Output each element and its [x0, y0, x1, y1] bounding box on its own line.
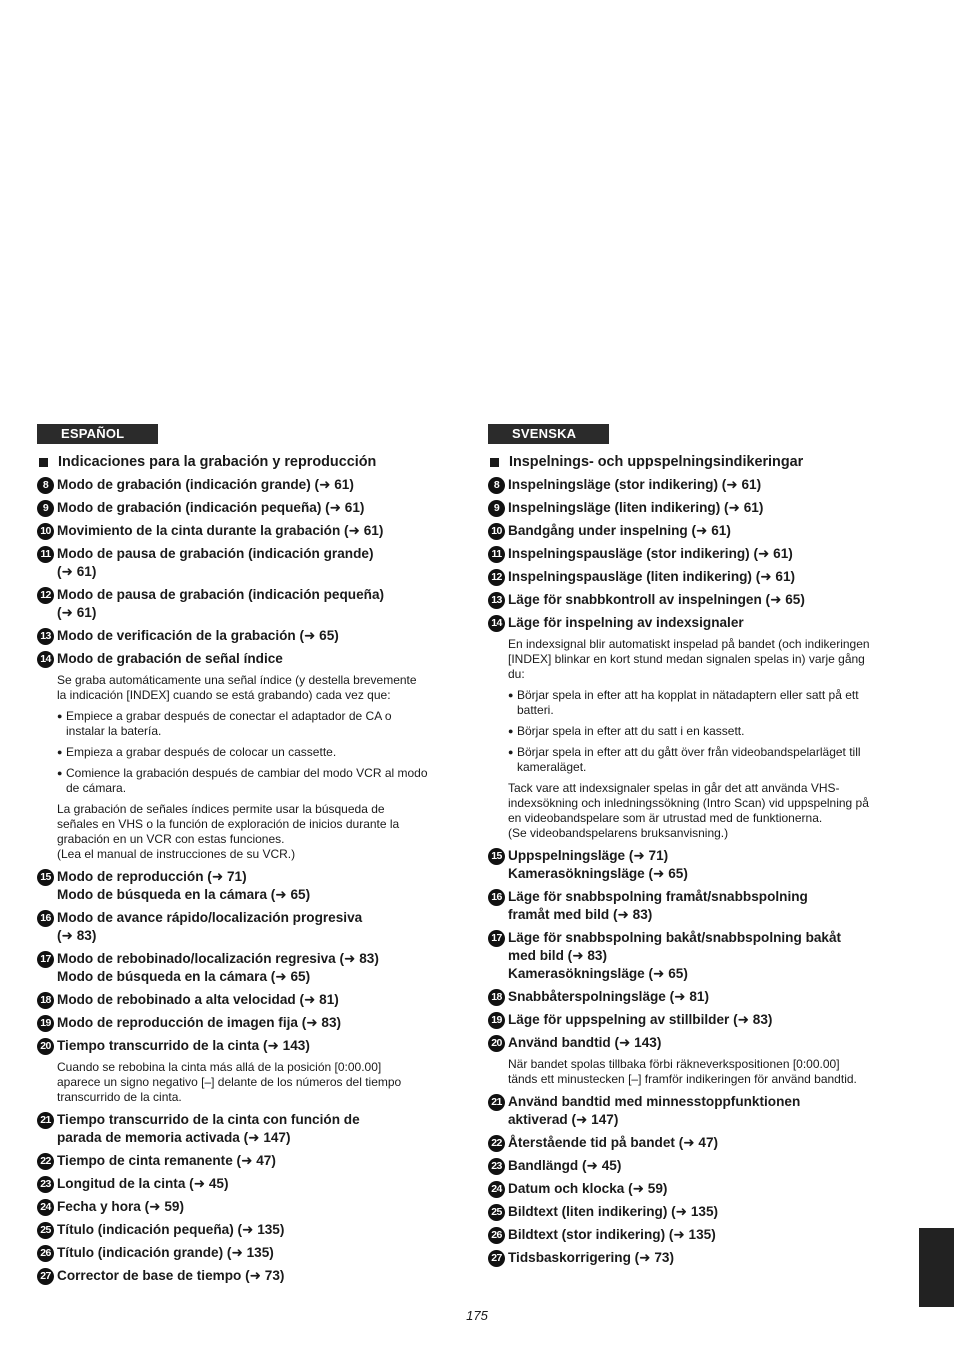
bullet-dot-icon: ● [57, 711, 63, 721]
circled-number-icon: 10 [37, 523, 54, 540]
list-item [37, 545, 457, 581]
item-label: Modo de reproducción (➜ 71) Modo de búsqueda en la cámara (➜ 65) [57, 869, 311, 902]
circled-number-icon: 19 [37, 1015, 54, 1032]
item-label: Fecha y hora (➜ 59) [57, 1199, 184, 1214]
list-item [37, 1221, 457, 1239]
list-item [37, 586, 457, 622]
item-label: Inspelningspausläge (liten indikering) (➜ 61) [508, 569, 796, 584]
circled-number-icon: 26 [37, 1245, 54, 1262]
circled-number-icon: 9 [488, 500, 505, 517]
list-item [488, 591, 908, 609]
circled-number-icon: 27 [37, 1268, 54, 1285]
list-item [37, 650, 457, 668]
item-label: Använd bandtid med minnesstoppfunktionen aktiverad (➜ 147) [508, 1094, 801, 1127]
item-label: Longitud de la cinta (➜ 45) [57, 1176, 229, 1191]
item-label: Modo de rebobinado/localización regresiva (➜ 83) Modo de búsqueda en la cámara (➜ 65) [57, 951, 379, 984]
item-label: Läge för snabbspolning bakåt/snabbspolning bakåt med bild (➜ 83) Kamerasökningsläge (➜ 65) [508, 930, 842, 981]
espanol-column [37, 424, 457, 1290]
item-label: Tiempo transcurrido de la cinta con función de parada de memoria activada (➜ 147) [57, 1112, 360, 1145]
circled-number-icon: 22 [37, 1153, 54, 1170]
item-label: Modo de grabación (indicación grande) (➜ 61) [57, 477, 354, 492]
item-label: Läge för snabbkontroll av inspelningen (➜ 65) [508, 592, 805, 607]
item-list [488, 476, 908, 1267]
list-item [37, 991, 457, 1009]
circled-number-icon: 25 [37, 1222, 54, 1239]
item-label: Inspelningspausläge (stor indikering) (➜ 61) [508, 546, 793, 561]
item-label: Bandgång under inspelning (➜ 61) [508, 523, 731, 538]
item-label: Bildtext (stor indikering) (➜ 135) [508, 1227, 716, 1242]
circled-number-icon: 12 [488, 569, 505, 586]
circled-number-icon: 15 [37, 869, 54, 886]
bullet-item [508, 688, 908, 718]
item-label: Modo de avance rápido/localización progresiva (➜ 83) [57, 910, 363, 943]
tape-note: När bandet spolas tillbaka förbi räkneverkspositionen [0:00.00] tänds ett minustecken [–] framför indikeringen för använd bandtid. [508, 1057, 857, 1086]
list-item [488, 614, 908, 632]
list-item [37, 1244, 457, 1262]
list-item [488, 1157, 908, 1175]
square-bullet-icon [490, 458, 499, 467]
item-label: Läge för snabbspolning framåt/snabbspolning framåt med bild (➜ 83) [508, 889, 808, 922]
item-label: Modo de verificación de la grabación (➜ 65) [57, 628, 339, 643]
item-label: Läge för inspelning av indexsignaler [508, 615, 744, 630]
list-item [37, 627, 457, 645]
circled-number-icon: 27 [488, 1250, 505, 1267]
list-item [37, 1111, 457, 1147]
circled-number-icon: 17 [488, 930, 505, 947]
circled-number-icon: 18 [488, 989, 505, 1006]
item-label: Título (indicación grande) (➜ 135) [57, 1245, 274, 1260]
item-label: Återstående tid på bandet (➜ 47) [508, 1135, 719, 1150]
circled-number-icon: 10 [488, 523, 505, 540]
list-item [37, 1198, 457, 1216]
circled-number-icon: 23 [488, 1158, 505, 1175]
bullet-text: Börjar spela in efter att ha kopplat in nätadaptern eller satt på ett batteri. [517, 688, 859, 717]
list-item [488, 522, 908, 540]
list-item [488, 1093, 908, 1129]
bullet-item [57, 745, 457, 760]
circled-number-icon: 8 [37, 477, 54, 494]
list-item [488, 1011, 908, 1029]
circled-number-icon: 17 [37, 951, 54, 968]
bullet-text: Empieza a grabar después de colocar un cassette. [66, 745, 337, 759]
list-item [488, 1203, 908, 1221]
circled-number-icon: 22 [488, 1135, 505, 1152]
circled-number-icon: 24 [488, 1181, 505, 1198]
bullet-text: Empiece a grabar después de conectar el adaptador de CA o instalar la batería. [66, 709, 392, 738]
list-item [488, 888, 908, 924]
item-label: Bildtext (liten indikering) (➜ 135) [508, 1204, 719, 1219]
item-label: Modo de pausa de grabación (indicación grande) (➜ 61) [57, 546, 374, 579]
circled-number-icon: 21 [488, 1094, 505, 1111]
bullet-dot-icon: ● [508, 747, 514, 757]
bullet-dot-icon: ● [57, 747, 63, 757]
tape-note: Cuando se rebobina la cinta más allá de la posición [0:00.00] aparece un signo negativo [–] delante de los números del tiempo transcurrido de la cinta. [57, 1060, 402, 1104]
language-tab-espanol: ESPAÑOL [37, 424, 158, 444]
list-item [488, 1180, 908, 1198]
language-tab-svenska: SVENSKA [488, 424, 609, 444]
bullet-dot-icon: ● [508, 726, 514, 736]
thumb-index-tab [919, 1228, 954, 1307]
circled-number-icon: 18 [37, 992, 54, 1009]
list-item [488, 1134, 908, 1152]
list-item [37, 499, 457, 517]
circled-number-icon: 9 [37, 500, 54, 517]
item-label: Tiempo transcurrido de la cinta (➜ 143) [57, 1038, 310, 1053]
item-label: Modo de pausa de grabación (indicación pequeña) (➜ 61) [57, 587, 385, 620]
circled-number-icon: 11 [37, 546, 54, 563]
item-label: Título (indicación pequeña) (➜ 135) [57, 1222, 285, 1237]
item-label: Modo de grabación (indicación pequeña) (➜ 61) [57, 500, 365, 515]
item-label: Datum och klocka (➜ 59) [508, 1181, 668, 1196]
circled-number-icon: 25 [488, 1204, 505, 1221]
list-item [488, 1249, 908, 1267]
circled-number-icon: 14 [37, 651, 54, 668]
circled-number-icon: 11 [488, 546, 505, 563]
list-item [488, 1034, 908, 1052]
index-note: Tack vare att indexsignaler spelas in går det att använda VHS- indexsökning och inledningssökning (Intro Scan) vid uppspelning på en videobandspelare som är utrustad med de funktionerna. (Se videobandspelarens bruksanvisning.) [508, 781, 869, 840]
bullet-text: Börjar spela in efter att du gått över från videobandspelarläget till kameraläget. [517, 745, 861, 774]
list-item [37, 868, 457, 904]
circled-number-icon: 20 [37, 1038, 54, 1055]
index-intro: En indexsignal blir automatiskt inspelad på bandet (och indikeringen [INDEX] blinkar en kort stund medan signalen spelas in) varje gång du: [508, 637, 870, 681]
circled-number-icon: 26 [488, 1227, 505, 1244]
section-heading: Inspelnings- och uppspelningsindikeringar [488, 453, 908, 471]
circled-number-icon: 16 [488, 889, 505, 906]
item-label: Läge för uppspelning av stillbilder (➜ 83) [508, 1012, 773, 1027]
circled-number-icon: 16 [37, 910, 54, 927]
item-label: Bandlängd (➜ 45) [508, 1158, 622, 1173]
item-label: Modo de rebobinado a alta velocidad (➜ 81) [57, 992, 339, 1007]
bullet-item [508, 724, 908, 739]
square-bullet-icon [39, 458, 48, 467]
circled-number-icon: 8 [488, 477, 505, 494]
item-label: Movimiento de la cinta durante la grabación (➜ 61) [57, 523, 384, 538]
item-list [37, 476, 457, 1285]
list-item [488, 568, 908, 586]
circled-number-icon: 21 [37, 1112, 54, 1129]
section-heading: Indicaciones para la grabación y reproducción [37, 453, 457, 471]
item-label: Modo de reproducción de imagen fija (➜ 83) [57, 1015, 342, 1030]
list-item [37, 1014, 457, 1032]
item-label: Corrector de base de tiempo (➜ 73) [57, 1268, 285, 1283]
list-item [37, 950, 457, 986]
circled-number-icon: 14 [488, 615, 505, 632]
bullet-item [508, 745, 908, 775]
list-item [37, 1267, 457, 1285]
circled-number-icon: 12 [37, 587, 54, 604]
item-label: Inspelningsläge (liten indikering) (➜ 61) [508, 500, 764, 515]
list-item [37, 476, 457, 494]
item-label: Tiempo de cinta remanente (➜ 47) [57, 1153, 276, 1168]
bullet-dot-icon: ● [57, 768, 63, 778]
list-item [37, 909, 457, 945]
svenska-column [488, 424, 908, 1272]
item-label: Modo de grabación de señal índice [57, 651, 283, 666]
list-item [488, 476, 908, 494]
item-label: Uppspelningsläge (➜ 71) Kamerasökningsläge (➜ 65) [508, 848, 688, 881]
page-number: 175 [466, 1308, 488, 1323]
bullet-text: Comience la grabación después de cambiar del modo VCR al modo de cámara. [66, 766, 428, 795]
item-label: Snabbåterspolningsläge (➜ 81) [508, 989, 709, 1004]
list-item [488, 1226, 908, 1244]
index-note: La grabación de señales índices permite usar la búsqueda de señales en VHS o la función de exploración de inicios durante la grabación en un VCR con estas funciones. (Lea el manual de instrucciones de su VCR.) [57, 802, 400, 861]
bullet-dot-icon: ● [508, 690, 514, 700]
list-item [488, 499, 908, 517]
list-item [488, 929, 908, 983]
list-item [488, 847, 908, 883]
circled-number-icon: 19 [488, 1012, 505, 1029]
circled-number-icon: 13 [37, 628, 54, 645]
bullet-item [57, 766, 457, 796]
item-label: Använd bandtid (➜ 143) [508, 1035, 662, 1050]
bullet-item [57, 709, 457, 739]
bullet-text: Börjar spela in efter att du satt i en kassett. [517, 724, 745, 738]
index-intro: Se graba automáticamente una señal índice (y destella brevemente la indicación [INDEX] cuando se está grabando) cada vez que: [57, 673, 417, 702]
circled-number-icon: 23 [37, 1176, 54, 1193]
circled-number-icon: 13 [488, 592, 505, 609]
list-item [37, 1152, 457, 1170]
list-item [37, 522, 457, 540]
circled-number-icon: 15 [488, 848, 505, 865]
list-item [37, 1037, 457, 1055]
item-label: Inspelningsläge (stor indikering) (➜ 61) [508, 477, 762, 492]
list-item [37, 1175, 457, 1193]
circled-number-icon: 24 [37, 1199, 54, 1216]
list-item [488, 988, 908, 1006]
circled-number-icon: 20 [488, 1035, 505, 1052]
item-label: Tidsbaskorrigering (➜ 73) [508, 1250, 674, 1265]
list-item [488, 545, 908, 563]
